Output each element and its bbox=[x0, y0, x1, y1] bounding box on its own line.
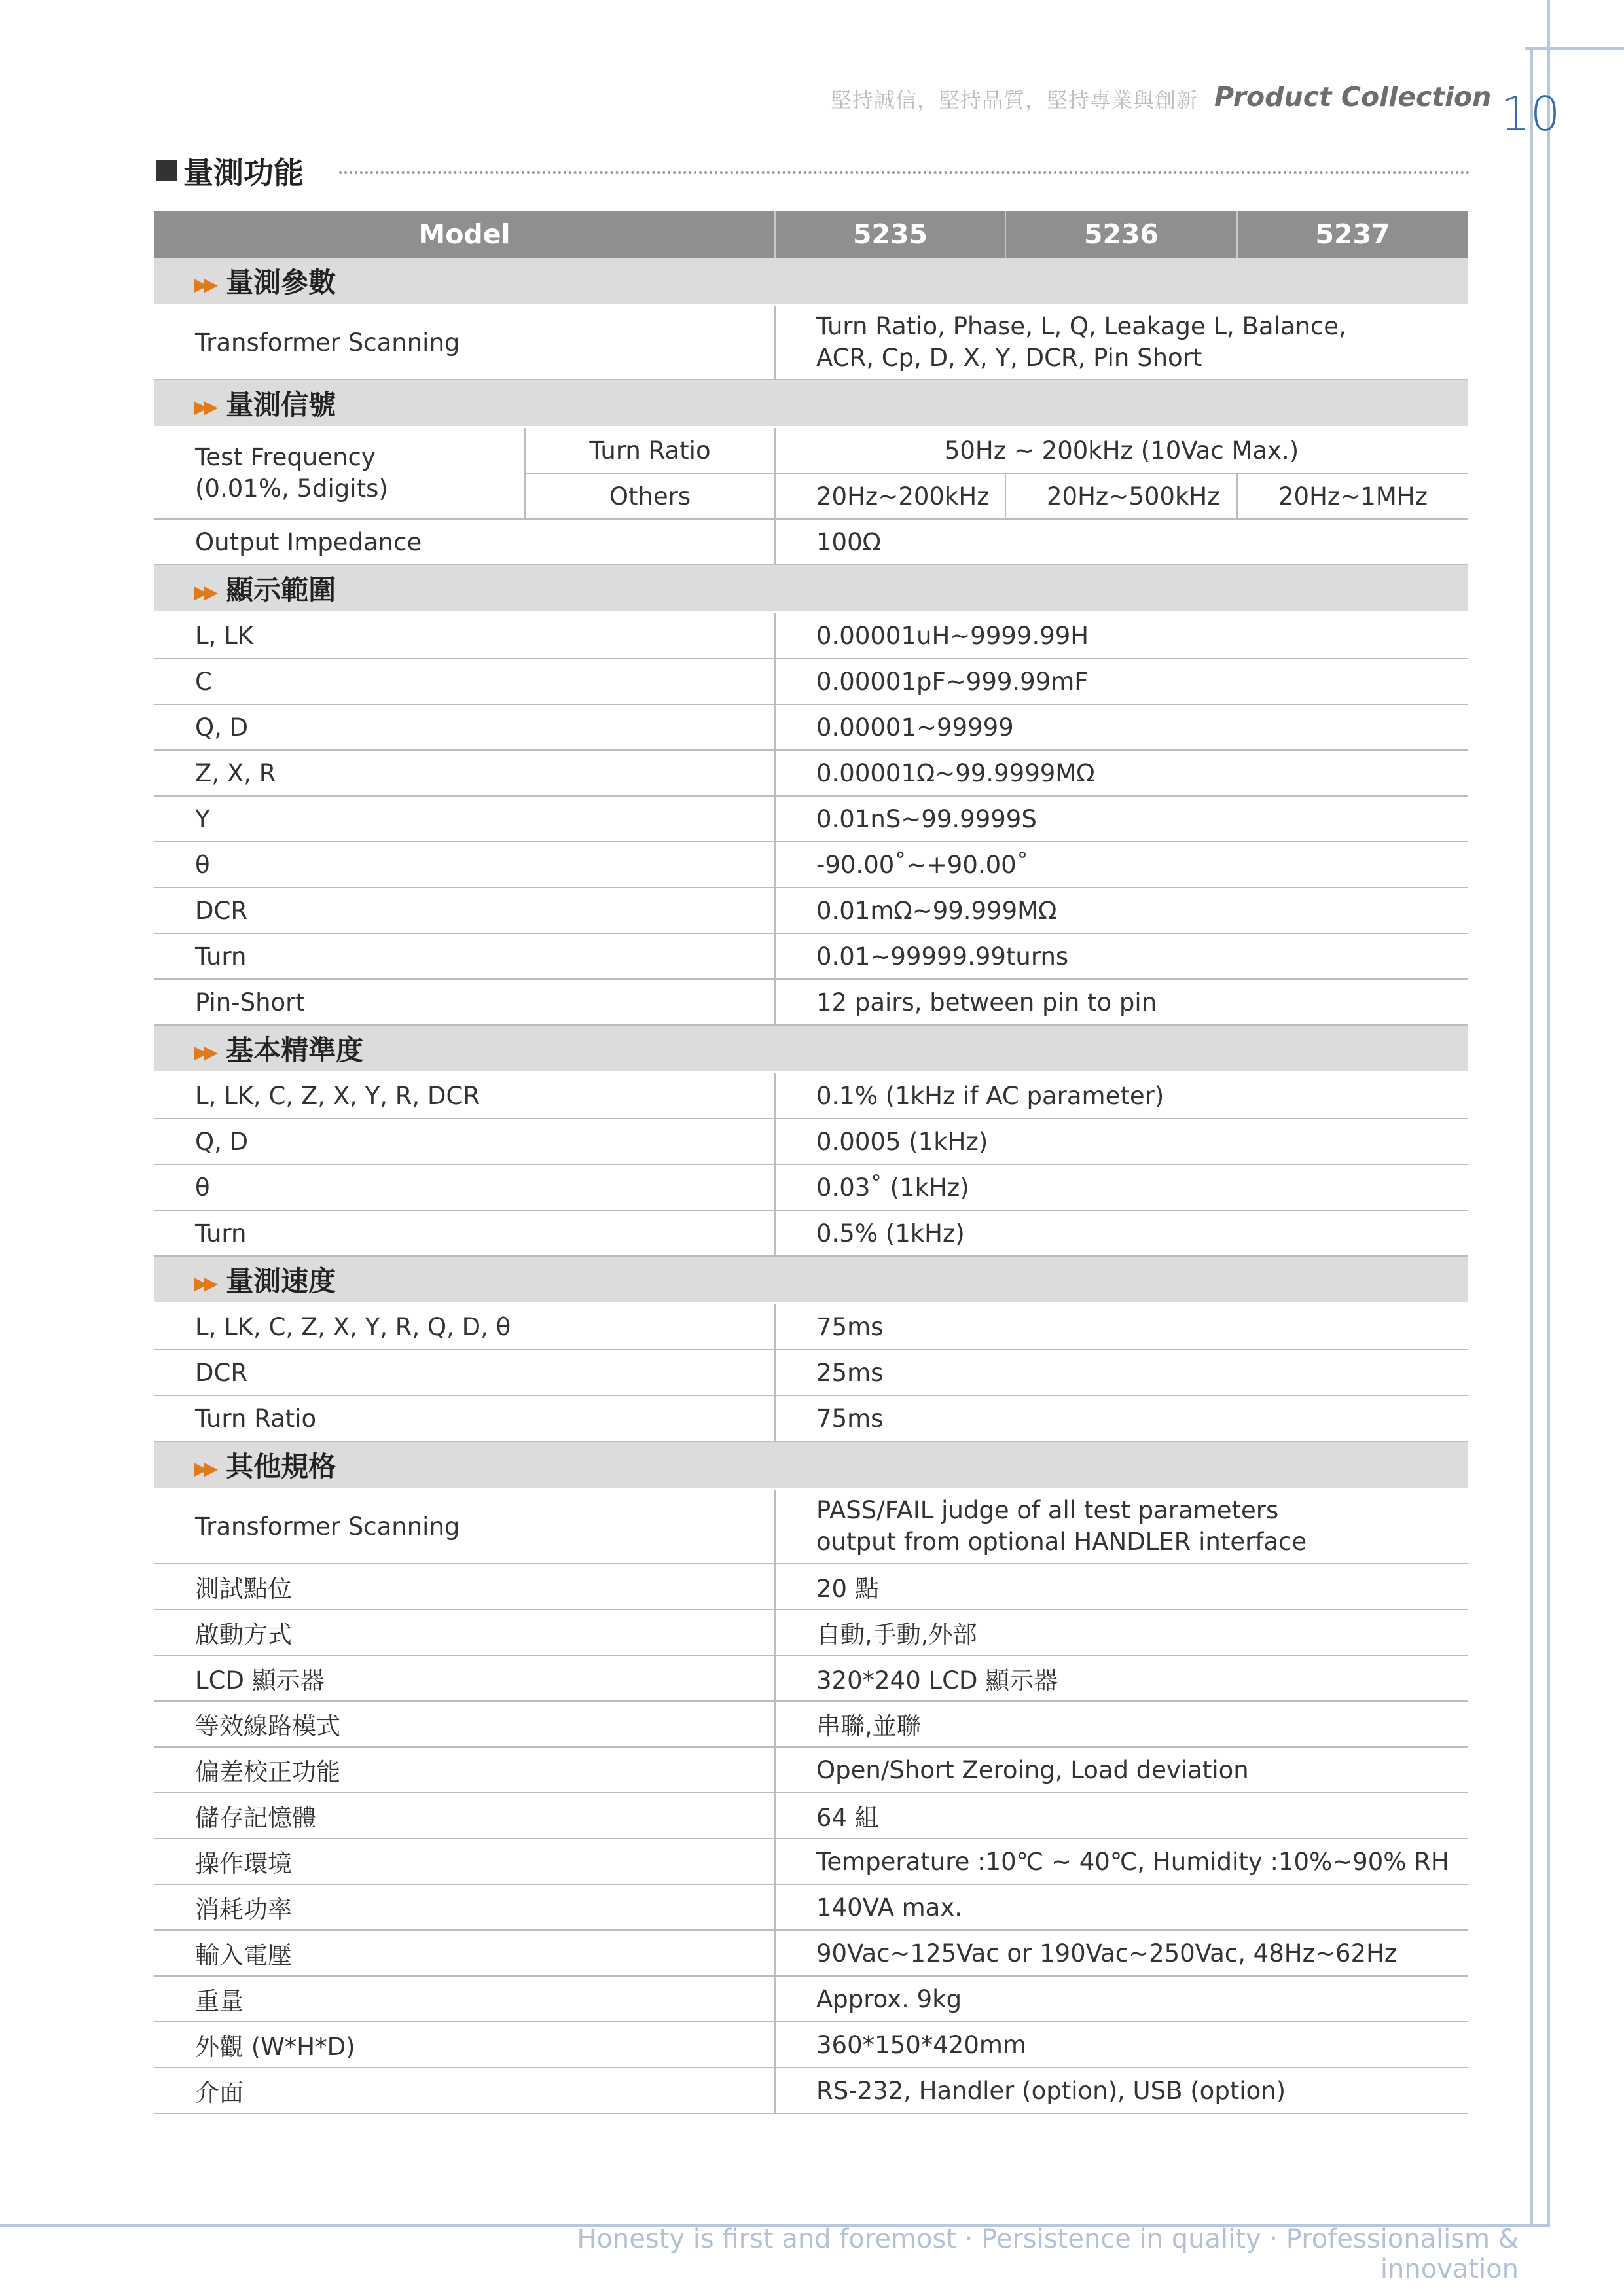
row-label: Q, D bbox=[154, 704, 775, 750]
square-bullet-icon bbox=[156, 160, 177, 181]
row-value: 75ms bbox=[775, 1304, 1468, 1350]
row-label: LCD 顯示器 bbox=[154, 1655, 775, 1701]
row-label: 外觀 (W*H*D) bbox=[154, 2022, 775, 2068]
header-model-5235: 5235 bbox=[775, 211, 1005, 258]
value-5237: 20Hz~1MHz bbox=[1237, 473, 1468, 519]
category-label: 量測速度 bbox=[226, 1265, 336, 1297]
row-label: 等效線路模式 bbox=[154, 1701, 775, 1747]
double-arrow-icon: ▶▶ bbox=[194, 274, 215, 295]
table-row bbox=[154, 1304, 1468, 1350]
header-model: Model bbox=[154, 211, 775, 258]
row-value: 320*240 LCD 顯示器 bbox=[775, 1655, 1468, 1701]
table-row bbox=[154, 305, 1468, 380]
row-value: 360*150*420mm bbox=[775, 2022, 1468, 2068]
table-row bbox=[154, 1119, 1468, 1164]
table-row bbox=[154, 842, 1468, 888]
double-arrow-icon: ▶▶ bbox=[194, 1272, 215, 1294]
row-label: C bbox=[154, 658, 775, 704]
page-number: 10 bbox=[1500, 86, 1561, 141]
row-value: 50Hz ~ 200kHz (10Vac Max.) bbox=[775, 427, 1468, 474]
table-header-row bbox=[154, 211, 1468, 258]
row-label: DCR bbox=[154, 1350, 775, 1395]
row-value: 0.00001~99999 bbox=[775, 704, 1468, 750]
row-label: Turn bbox=[154, 1210, 775, 1256]
row-label: DCR bbox=[154, 888, 775, 933]
row-value: RS-232, Handler (option), USB (option) bbox=[775, 2068, 1468, 2113]
category-row bbox=[154, 1256, 1468, 1304]
frame-line-vertical-inner bbox=[1530, 47, 1533, 2227]
double-arrow-icon: ▶▶ bbox=[194, 581, 215, 603]
row-label: L, LK, C, Z, X, Y, R, Q, D, θ bbox=[154, 1304, 775, 1350]
row-label: L, LK, C, Z, X, Y, R, DCR bbox=[154, 1073, 775, 1119]
row-value: 0.01~99999.99turns bbox=[775, 933, 1468, 979]
row-value: 0.00001Ω~99.9999MΩ bbox=[775, 750, 1468, 796]
double-arrow-icon: ▶▶ bbox=[194, 1458, 215, 1479]
category-row bbox=[154, 1441, 1468, 1489]
row-label: Transformer Scanning bbox=[154, 1489, 775, 1564]
header-model-5236: 5236 bbox=[1005, 211, 1237, 258]
table-row bbox=[154, 519, 1468, 565]
table-row bbox=[154, 1489, 1468, 1564]
category-label: 基本精準度 bbox=[226, 1034, 364, 1066]
table-row bbox=[154, 1655, 1468, 1701]
row-label: 操作環境 bbox=[154, 1839, 775, 1884]
row-label: Z, X, R bbox=[154, 750, 775, 796]
table-row bbox=[154, 2068, 1468, 2113]
category-cell bbox=[154, 565, 775, 613]
table-row bbox=[154, 1164, 1468, 1210]
row-label: Transformer Scanning bbox=[154, 305, 775, 380]
row-value: 140VA max. bbox=[775, 1884, 1468, 1930]
category-row bbox=[154, 565, 1468, 613]
value-line: PASS/FAIL judge of all test parameters bbox=[816, 1496, 1279, 1524]
table-row bbox=[154, 1930, 1468, 1976]
row-value: 自動,手動,外部 bbox=[775, 1609, 1468, 1655]
table-row bbox=[154, 704, 1468, 750]
row-label: Turn bbox=[154, 933, 775, 979]
table-row bbox=[154, 1564, 1468, 1609]
row-value: 0.00001uH~9999.99H bbox=[775, 613, 1468, 659]
table-row bbox=[154, 1073, 1468, 1119]
table-row bbox=[154, 750, 1468, 796]
double-arrow-icon: ▶▶ bbox=[194, 396, 215, 418]
table-row bbox=[154, 1609, 1468, 1655]
category-label: 量測參數 bbox=[226, 266, 336, 298]
category-row bbox=[154, 380, 1468, 427]
category-row bbox=[154, 258, 1468, 305]
value-5235: 20Hz~200kHz bbox=[775, 473, 1005, 519]
table-row bbox=[154, 1884, 1468, 1930]
table-row bbox=[154, 1976, 1468, 2022]
row-value: 串聯,並聯 bbox=[775, 1701, 1468, 1747]
table-row bbox=[154, 1210, 1468, 1256]
row-label: Q, D bbox=[154, 1119, 775, 1164]
category-cell bbox=[154, 258, 775, 305]
section-heading bbox=[156, 149, 304, 192]
row-value: 0.01nS~99.9999S bbox=[775, 796, 1468, 842]
table-row bbox=[154, 796, 1468, 842]
row-value: Approx. 9kg bbox=[775, 1976, 1468, 2022]
category-label: 其他規格 bbox=[226, 1450, 336, 1482]
frame-line-horizontal-top bbox=[1525, 47, 1624, 50]
row-label: L, LK bbox=[154, 613, 775, 659]
spec-table bbox=[154, 211, 1468, 2114]
sub-label: Others bbox=[525, 473, 775, 519]
row-value bbox=[775, 305, 1468, 380]
row-value: -90.00˚~+90.00˚ bbox=[775, 842, 1468, 888]
header-model-5237: 5237 bbox=[1237, 211, 1468, 258]
value-line: output from optional HANDLER interface bbox=[816, 1528, 1307, 1556]
row-value: Temperature :10℃ ~ 40℃, Humidity :10%~90% RH bbox=[775, 1839, 1468, 1884]
row-value: 0.00001pF~999.99mF bbox=[775, 658, 1468, 704]
table-row bbox=[154, 1350, 1468, 1395]
category-cell bbox=[154, 1441, 775, 1489]
table-row bbox=[154, 1701, 1468, 1747]
table-row bbox=[154, 1395, 1468, 1441]
table-row bbox=[154, 658, 1468, 704]
category-label: 顯示範圍 bbox=[226, 574, 336, 606]
category-label: 量測信號 bbox=[226, 389, 336, 421]
row-label: 介面 bbox=[154, 2068, 775, 2113]
dotted-rule bbox=[339, 171, 1470, 174]
row-value: 0.01mΩ~99.999MΩ bbox=[775, 888, 1468, 933]
row-value: 0.1% (1kHz if AC parameter) bbox=[775, 1073, 1468, 1119]
row-value: 100Ω bbox=[775, 519, 1468, 565]
table-row bbox=[154, 888, 1468, 933]
label-line: Test Frequency bbox=[195, 443, 376, 471]
row-value: Open/Short Zeroing, Load deviation bbox=[775, 1747, 1468, 1793]
table-row bbox=[154, 427, 1468, 474]
category-row bbox=[154, 1025, 1468, 1073]
row-label: 儲存記憶體 bbox=[154, 1793, 775, 1839]
row-value: 0.03˚ (1kHz) bbox=[775, 1164, 1468, 1210]
double-arrow-icon: ▶▶ bbox=[194, 1041, 215, 1063]
row-value: 12 pairs, between pin to pin bbox=[775, 979, 1468, 1025]
row-label: θ bbox=[154, 842, 775, 888]
row-label: 輸入電壓 bbox=[154, 1930, 775, 1976]
table-row bbox=[154, 613, 1468, 659]
table-row bbox=[154, 933, 1468, 979]
row-value: 25ms bbox=[775, 1350, 1468, 1395]
category-cell bbox=[154, 1025, 775, 1073]
table-row bbox=[154, 1839, 1468, 1884]
row-label: 測試點位 bbox=[154, 1564, 775, 1609]
header-slogan: 堅持誠信，堅持品質，堅持專業與創新 bbox=[830, 88, 1198, 113]
row-label: θ bbox=[154, 1164, 775, 1210]
value-line: Turn Ratio, Phase, L, Q, Leakage L, Balance, bbox=[816, 312, 1346, 340]
category-cell bbox=[154, 380, 775, 427]
value-5236: 20Hz~500kHz bbox=[1005, 473, 1237, 519]
value-line: ACR, Cp, D, X, Y, DCR, Pin Short bbox=[816, 344, 1202, 372]
row-label: 啟動方式 bbox=[154, 1609, 775, 1655]
row-label: Pin-Short bbox=[154, 979, 775, 1025]
category-cell bbox=[154, 1256, 775, 1304]
table-row bbox=[154, 1747, 1468, 1793]
row-value: 0.0005 (1kHz) bbox=[775, 1119, 1468, 1164]
row-label: Turn Ratio bbox=[154, 1395, 775, 1441]
row-label: 消耗功率 bbox=[154, 1884, 775, 1930]
footer-slogan: Honesty is first and foremost · Persistence in quality · Professionalism & innovation bbox=[577, 2224, 1519, 2284]
label-line: (0.01%, 5digits) bbox=[195, 475, 388, 503]
row-label: 偏差校正功能 bbox=[154, 1747, 775, 1793]
table-row bbox=[154, 1793, 1468, 1839]
row-value: 20 點 bbox=[775, 1564, 1468, 1609]
section-title: 量測功能 bbox=[183, 155, 304, 190]
row-value: 75ms bbox=[775, 1395, 1468, 1441]
frame-line-vertical-outer bbox=[1547, 0, 1550, 2227]
row-label: 重量 bbox=[154, 1976, 775, 2022]
row-label: Y bbox=[154, 796, 775, 842]
row-label bbox=[154, 427, 525, 520]
table-row bbox=[154, 2022, 1468, 2068]
row-value: 90Vac~125Vac or 190Vac~250Vac, 48Hz~62Hz bbox=[775, 1930, 1468, 1976]
row-value: 0.5% (1kHz) bbox=[775, 1210, 1468, 1256]
row-value bbox=[775, 1489, 1468, 1564]
table-row bbox=[154, 979, 1468, 1025]
header-collection: Product Collection bbox=[1214, 81, 1492, 113]
row-label: Output Impedance bbox=[154, 519, 775, 565]
sub-label: Turn Ratio bbox=[525, 427, 775, 474]
row-value: 64 組 bbox=[775, 1793, 1468, 1839]
